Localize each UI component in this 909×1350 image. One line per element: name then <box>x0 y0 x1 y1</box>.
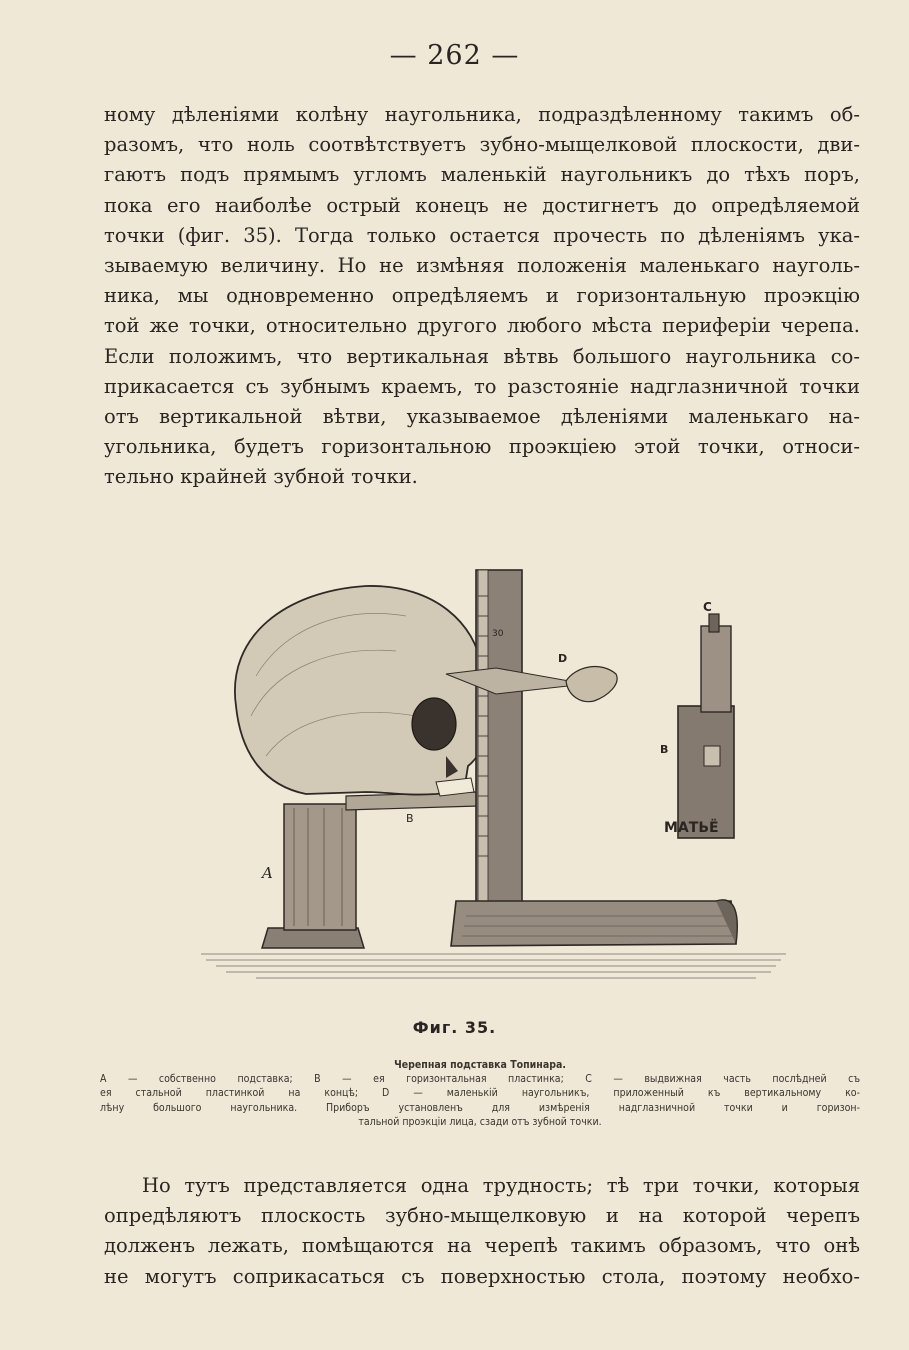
text-line: той же точки, относительно другого любого мѣста периферіи черепа. <box>104 314 860 338</box>
text-line: не могутъ соприкасаться съ поверхностью стола, поэтому необхо- <box>104 1264 860 1288</box>
stand-column <box>284 804 356 930</box>
stand-base <box>262 928 364 948</box>
scale-mark: 30 <box>492 629 504 639</box>
figure-skull-stand <box>196 556 796 996</box>
text-line: угольника, будетъ горизонтальною проэкціею этой точки, относи- <box>104 435 860 459</box>
caption-title: Черепная подставка Топинара. <box>394 1059 566 1071</box>
text-line: ному дѣленіями колѣну наугольника, подраздѣленному такимъ об- <box>104 103 860 126</box>
caption-line: A — собственно подставка; B — ея горизонтальная пластинка; C — выдвижная часть послѣдней съ <box>100 1073 860 1086</box>
hand <box>566 667 617 702</box>
text-line: опредѣляютъ плоскость зубно-мыщелковую и на которой черепъ <box>104 1204 860 1228</box>
text-line: ника, мы одновременно опредѣляемъ и горизонтальную проэкцію <box>104 284 860 308</box>
text-line: пока его наиболѣе острый конецъ не достигнетъ до опредѣляемой <box>104 193 860 217</box>
label-c: C <box>703 600 712 614</box>
maker-mark: МАТЬЁ <box>664 820 719 836</box>
caption-line: лѣну большого наугольника. Приборъ установленъ для измѣренія надглазничной точки и горизон- <box>100 1101 860 1114</box>
horizontal-ruler <box>451 901 736 946</box>
text-line: точки (фиг. 35). Тогда только остается прочесть по дѣленіямъ ука- <box>104 223 860 247</box>
ground-hatching <box>201 954 786 978</box>
label-d: D <box>558 652 568 665</box>
label-a: A <box>262 864 273 882</box>
text-line: отъ вертикальной вѣтви, указываемое дѣленіями маленькаго на- <box>104 404 860 428</box>
figure-title: Фиг. 35. <box>412 1018 497 1037</box>
text-line: Но тутъ представляется одна трудность; тѣ три точки, которыя <box>142 1174 860 1197</box>
caption-line: ея стальной пластинкой на концѣ; D — маленькій наугольникъ, приложенный къ вертикальному ко- <box>100 1087 860 1100</box>
figure-caption <box>100 1058 860 1129</box>
text-line: зываемую величину. Но не измѣняя положенія маленькаго науголь- <box>104 253 860 277</box>
eye-socket <box>412 698 456 750</box>
text-line: разомъ, что ноль соотвѣтствуетъ зубно-мыщелковой плоскости, дви- <box>104 133 860 157</box>
label-b-small: B <box>660 743 669 756</box>
text-line: Если положимъ, что вертикальная вѣтвь большого наугольника со- <box>104 344 860 368</box>
skull-stand-illustration <box>196 556 796 996</box>
text-line: долженъ лежать, помѣщаются на черепѣ такимъ образомъ, что онѣ <box>104 1234 860 1258</box>
text-line: гаютъ подъ прямымъ угломъ маленькій наугольникъ до тѣхъ поръ, <box>104 163 860 187</box>
page-number: — 262 — <box>389 40 520 71</box>
sliding-part-inset <box>678 614 734 838</box>
text-line: тельно крайней зубной точки. <box>104 465 418 489</box>
label-b: B <box>406 812 414 825</box>
caption-line: тальной проэкціи лица, сзади отъ зубной точки. <box>358 1115 602 1128</box>
text-line: прикасается съ зубнымъ краемъ, то разстояніе надглазничной точки <box>104 374 860 398</box>
paragraph-bottom <box>104 1171 860 1292</box>
paragraph-top <box>104 100 860 492</box>
